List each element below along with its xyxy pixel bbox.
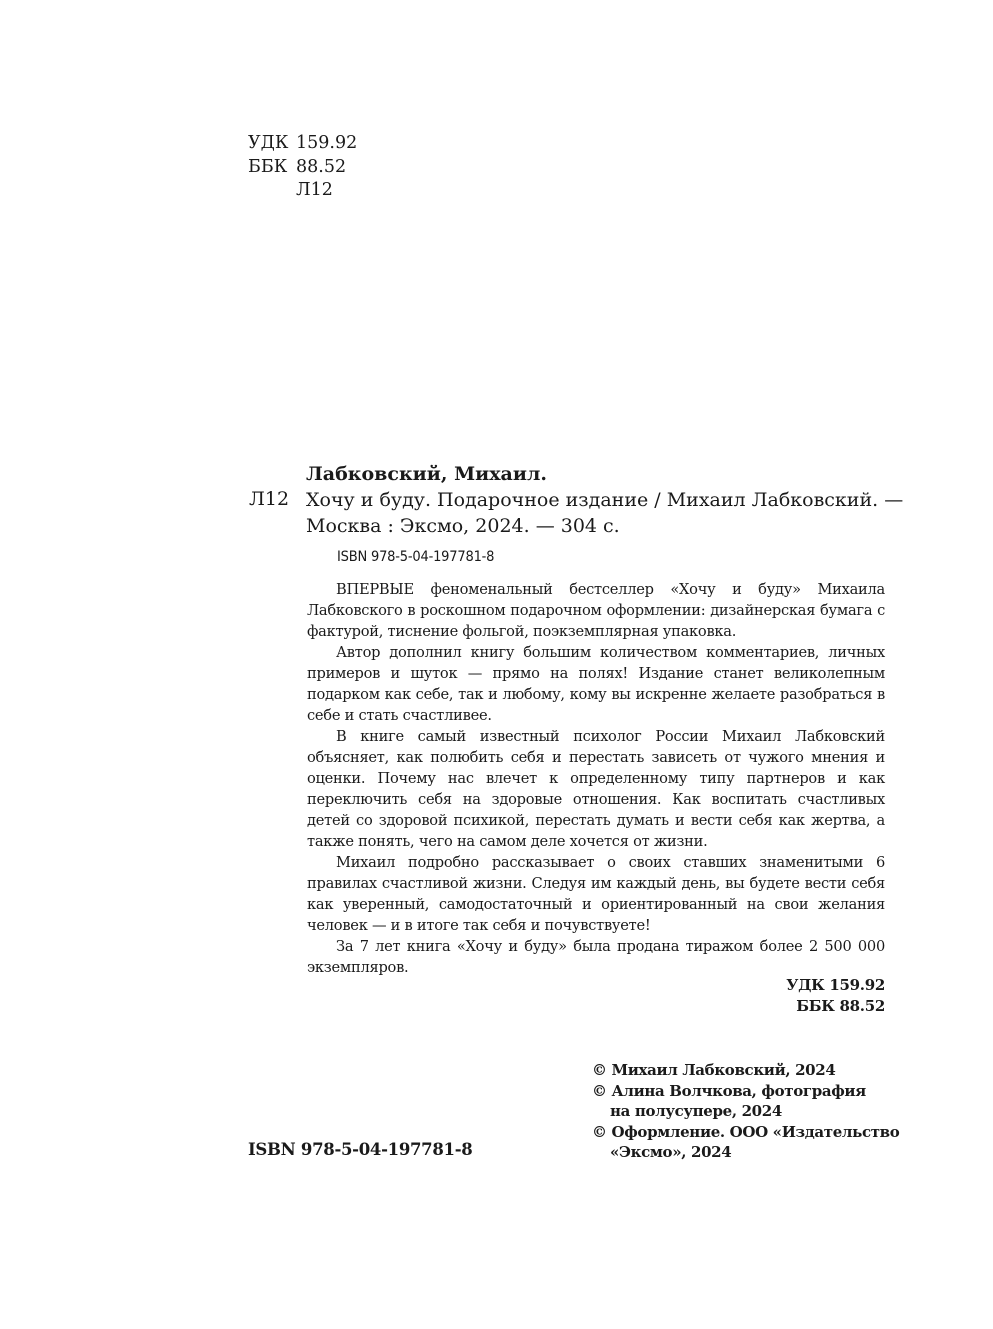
- annotation-paragraph: За 7 лет книга «Хочу и буду» была продана тиражом более 2 500 000 экземпляров.: [307, 938, 885, 976]
- isbn-bold: ISBN 978-5-04-197781-8: [248, 1140, 473, 1159]
- title-line-1: Хочу и буду. Подарочное издание / Михаил Лабковский. —: [306, 489, 904, 511]
- author-mark: Л12: [296, 180, 333, 200]
- bbk-row: [248, 156, 357, 180]
- classification-header: [248, 132, 357, 203]
- udk-bold: УДК 159.92: [786, 976, 885, 994]
- udk-row: [248, 132, 357, 156]
- copyright-photo: © Алина Волчкова, фотография: [592, 1081, 866, 1100]
- call-number: Л12: [249, 488, 290, 510]
- title-line-2: Москва : Эксмо, 2024. — 304 с.: [306, 514, 620, 537]
- udk-label: УДК: [248, 133, 289, 153]
- author-mark-row: [248, 179, 357, 203]
- annotation-paragraph: В книге самый известный психолог России Михаил Лабковский объясняет, как полюбить себя и перестать зависеть от чужого мнения и оценки. Почему нас влечет к определенному типу партнеров и как переключить себя на здоровые отношения. Как воспитать счастливых детей со здоровой психикой, перестать думать и вести себя как жертва, а также понять, чего на самом деле хочется от жизни.: [307, 728, 885, 850]
- classification-footer: [786, 975, 885, 1017]
- annotation-paragraph: Михаил подробно рассказывает о своих ставших знаменитыми 6 правилах счастливой жизни. Следуя им каждый день, вы будете вести себя как уверенный, самодостаточный и ориентированный на свои желания человек — и в итоге так себя и почувствуете!: [307, 854, 885, 934]
- bbk-value: 88.52: [296, 156, 347, 177]
- isbn-record: ISBN 978-5-04-197781-8: [337, 549, 495, 565]
- copyright-design-cont: «Эксмо», 2024: [610, 1143, 732, 1161]
- author-heading: Лабковский, Михаил.: [306, 463, 547, 485]
- copyright-photo-cont: на полусупере, 2024: [610, 1102, 782, 1120]
- bbk-label: ББК: [248, 156, 288, 177]
- copyright-design: © Оформление. ООО «Издательство: [592, 1122, 900, 1141]
- copyright-author: © Михаил Лабковский, 2024: [592, 1061, 836, 1079]
- annotation-paragraph: ВПЕРВЫЕ феноменальный бестселлер «Хочу и буду» Михаила Лабковского в роскошном подарочном оформлении: дизайнерская бумага с фактурой, тиснение фольгой, поэкземплярная упаковка.: [307, 581, 885, 640]
- udk-value: 159.92: [296, 133, 358, 153]
- annotation: [307, 579, 885, 978]
- bbk-bold: ББК 88.52: [796, 997, 885, 1015]
- copyright-block: [592, 1060, 899, 1163]
- annotation-paragraph: Автор дополнил книгу большим количеством комментариев, личных примеров и шуток — прямо на полях! Издание станет великолепным подарком как себе, так и любому, кому вы искренне желаете разобраться в себе и стать счастливее.: [307, 644, 885, 724]
- bibliographic-title: [306, 488, 904, 539]
